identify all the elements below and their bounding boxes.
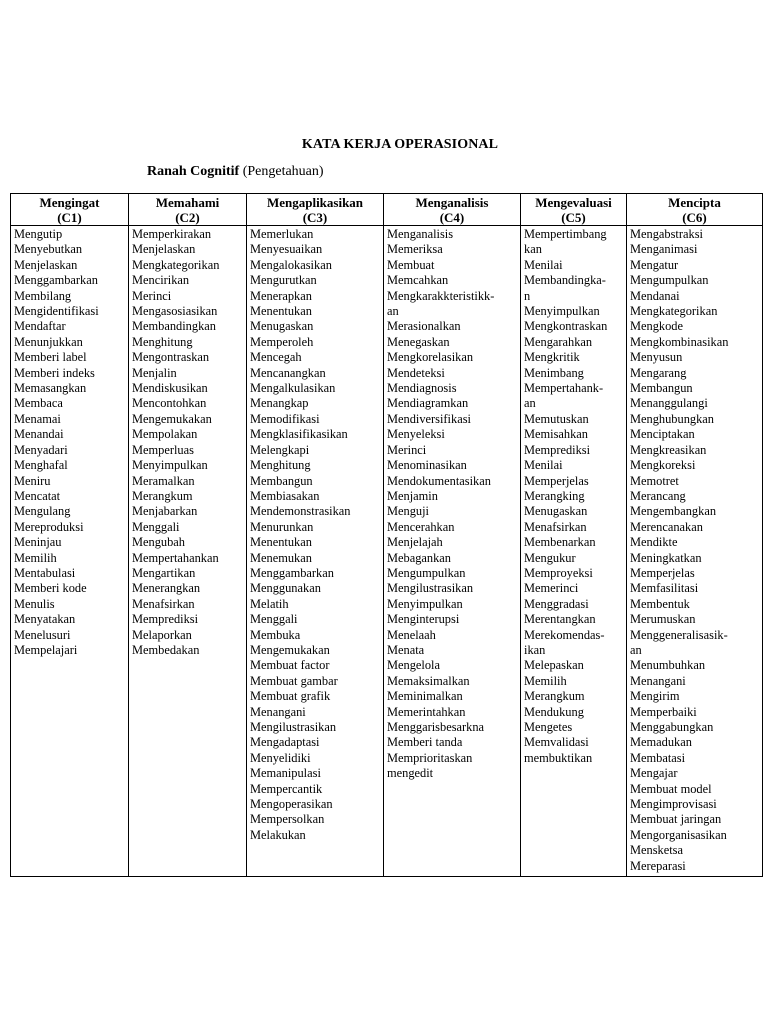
verb-item: Mengumpulkan: [630, 273, 709, 288]
verb-item: Mengkoreksi: [630, 458, 696, 473]
verb-item: Membentuk: [630, 596, 690, 611]
verb-item: Membuat factor: [250, 658, 330, 673]
verb-item: Memilih: [14, 550, 57, 565]
verb-item: Mengilustrasikan: [250, 720, 337, 734]
verb-item: Membenarkan: [524, 535, 596, 550]
verb-item: Meramalkan: [132, 473, 195, 488]
verb-item: Memodifikasi: [250, 411, 320, 426]
verb-item: Merumuskan: [630, 612, 696, 627]
verb-item: Mengemukakan: [250, 642, 330, 657]
column-c4: [384, 226, 521, 877]
verb-item: Memcahkan: [387, 273, 449, 288]
verb-item: Mengkorelasikan: [387, 350, 474, 365]
verb-item: Memperluas: [132, 442, 194, 457]
verb-item: Merangkum: [132, 488, 193, 503]
verb-item: Mengkarakkteristikk-: [387, 288, 495, 303]
verb-item: Meniru: [14, 473, 51, 488]
header-c3: Mengaplikasikan (C3): [247, 194, 384, 226]
verb-item: Melakukan: [250, 827, 306, 842]
verb-item: Menugaskan: [524, 504, 588, 519]
verb-item: Memasangkan: [14, 381, 87, 396]
verb-item: Merangkum: [524, 689, 585, 704]
verb-item: Menangani: [630, 673, 686, 688]
verb-item: Menyusun: [630, 350, 683, 365]
verb-item: Mendiversifikasi: [387, 411, 471, 426]
verb-item: Menyesuaikan: [250, 242, 323, 257]
verb-item: Menggabungkan: [630, 720, 714, 734]
verb-item: Mengadaptasi: [250, 735, 320, 750]
subtitle-rest: (Pengetahuan): [239, 164, 324, 179]
verb-item: Mengatur: [630, 257, 679, 272]
verb-item: Menerapkan: [250, 288, 312, 303]
verb-item: Memotret: [630, 473, 679, 488]
verb-item: Mereparasi: [630, 858, 686, 873]
verb-item: Mengontraskan: [132, 350, 210, 365]
verb-item: Memproyeksi: [524, 565, 593, 580]
verb-item: Memperjelas: [524, 473, 589, 488]
verb-item: Menangkap: [250, 396, 309, 411]
verb-item: Mebagankan: [387, 550, 451, 565]
verb-item: Mengartikan: [132, 565, 196, 580]
verb-item: Mendikte: [630, 535, 678, 550]
verb-item: Mereproduksi: [14, 519, 84, 534]
verb-item: Mengimprovisasi: [630, 797, 717, 812]
verb-item: Mempersolkan: [250, 812, 325, 827]
verb-item: Menentukan: [250, 304, 312, 319]
verb-item: Membatasi: [630, 750, 686, 765]
verb-item: Memberi label: [14, 350, 87, 365]
verb-item: Menelaah: [387, 627, 436, 642]
verb-item: Menghitung: [132, 334, 193, 349]
verb-item: Mendukung: [524, 704, 584, 719]
verb-item: Memperkirakan: [132, 227, 212, 241]
verb-item: Menurunkan: [250, 519, 314, 534]
header-c5: Mengevaluasi (C5): [521, 194, 627, 226]
verb-item: Memberi tanda: [387, 735, 463, 750]
verb-item: Membandingka-: [524, 273, 606, 288]
verb-item: Mengubah: [132, 535, 185, 550]
verb-item: Mengklasifikasikan: [250, 427, 348, 442]
verb-item: Memisahkan: [524, 427, 589, 442]
verb-table: [10, 193, 763, 877]
verb-item: Mencanangkan: [250, 365, 326, 380]
verb-item: Mencirikan: [132, 273, 190, 288]
verb-item: Menggradasi: [524, 596, 589, 611]
verb-item: Memutuskan: [524, 411, 589, 426]
verb-item: Menggali: [132, 519, 180, 534]
verb-item: Menganimasi: [630, 242, 698, 257]
column-c3: [247, 226, 384, 877]
verb-item: Memfasilitasi: [630, 581, 699, 596]
verb-item: Menjelaskan: [132, 242, 196, 257]
verb-item: Menandai: [14, 427, 64, 442]
verb-item: Mengasosiasikan: [132, 304, 218, 319]
verb-item: Membedakan: [132, 642, 200, 657]
verb-item: Menilai: [524, 257, 563, 272]
verb-item: Merinci: [132, 288, 172, 303]
verb-item: Menggarisbesarkna: [387, 720, 485, 734]
verb-item: Memperoleh: [250, 334, 314, 349]
verb-item: Melengkapi: [250, 442, 310, 457]
verb-item: an: [387, 304, 399, 319]
verb-item: Menginterupsi: [387, 612, 460, 627]
verb-item: Melepaskan: [524, 658, 584, 673]
verb-item: Mengkombinasikan: [630, 334, 729, 349]
verb-item: Menyimpulkan: [132, 458, 208, 473]
verb-item: kan: [524, 242, 542, 257]
verb-item: Mengajar: [630, 766, 678, 781]
header-c1: Mengingat (C1): [11, 194, 129, 226]
verb-item: Merekomendas-: [524, 627, 605, 642]
verb-item: Membuat gambar: [250, 673, 338, 688]
verb-item: Mengilustrasikan: [387, 581, 474, 596]
verb-item: Membandingkan: [132, 319, 216, 334]
verb-item: Menyatakan: [14, 612, 76, 627]
verb-item: Mendiskusikan: [132, 381, 208, 396]
verb-item: Mengukur: [524, 550, 576, 565]
verb-item: Mencegah: [250, 350, 302, 365]
verb-item: Menunjukkan: [14, 334, 83, 349]
verb-item: Menggambarkan: [250, 565, 334, 580]
verb-item: Memilih: [524, 673, 567, 688]
verb-item: Mencerahkan: [387, 519, 455, 534]
verb-item: Menjamin: [387, 488, 438, 503]
verb-item: Menggambarkan: [14, 273, 98, 288]
verb-item: Membangun: [630, 381, 693, 396]
verb-item: Memprediksi: [524, 442, 591, 457]
verb-item: Menugaskan: [250, 319, 314, 334]
verb-item: Meningkatkan: [630, 550, 702, 565]
verb-item: Membaca: [14, 396, 63, 411]
verb-item: Membiasakan: [250, 488, 320, 503]
verb-item: Memprediksi: [132, 612, 199, 627]
header-c6: Mencipta (C6): [627, 194, 763, 226]
verb-item: Meninjau: [14, 535, 62, 550]
verb-item: Memadukan: [630, 735, 692, 750]
verb-item: Menata: [387, 642, 425, 657]
verb-item: Mengkreasikan: [630, 442, 707, 457]
verb-item: Memberi kode: [14, 581, 87, 596]
verb-item: Menumbuhkan: [630, 658, 706, 673]
verb-item: Menafsirkan: [132, 596, 195, 611]
verb-item: Mencontohkan: [132, 396, 207, 411]
verb-item: Menghitung: [250, 458, 311, 473]
column-c6: [627, 226, 763, 877]
verb-item: Membuat jaringan: [630, 812, 722, 827]
verb-item: Meminimalkan: [387, 689, 463, 704]
table-body-row: [11, 226, 763, 877]
verb-item: Mengidentifikasi: [14, 304, 99, 319]
verb-item: Mendokumentasikan: [387, 473, 491, 488]
verb-item: Membuat grafik: [250, 689, 331, 704]
verb-item: Mempertimbang: [524, 227, 607, 241]
verb-item: Menjelaskan: [14, 257, 78, 272]
verb-item: Menerangkan: [132, 581, 201, 596]
verb-item: Menyebutkan: [14, 242, 83, 257]
verb-item: Melaporkan: [132, 627, 192, 642]
verb-item: Mengutip: [14, 227, 63, 241]
verb-item: Merinci: [387, 442, 427, 457]
verb-item: Memperjelas: [630, 565, 695, 580]
verb-item: Menimbang: [524, 365, 584, 380]
verb-item: Menjabarkan: [132, 504, 198, 519]
verb-item: mengedit: [387, 766, 434, 781]
verb-item: Menjelajah: [387, 535, 443, 550]
verb-item: Membangun: [250, 473, 313, 488]
verb-item: Merencanakan: [630, 519, 703, 534]
verb-item: Menulis: [14, 596, 55, 611]
verb-item: Memerlukan: [250, 227, 314, 241]
verb-item: Memaksimalkan: [387, 673, 470, 688]
verb-item: Memeriksa: [387, 242, 443, 257]
verb-item: Menganalisis: [387, 227, 454, 241]
verb-item: Mendeteksi: [387, 365, 445, 380]
verb-item: Memanipulasi: [250, 766, 321, 781]
verb-item: Mengirim: [630, 689, 680, 704]
verb-item: Memprioritaskan: [387, 750, 473, 765]
verb-item: Menangani: [250, 704, 306, 719]
verb-item: Mempolakan: [132, 427, 198, 442]
verb-item: Menggunakan: [250, 581, 321, 596]
verb-item: Mengkritik: [524, 350, 580, 365]
verb-item: Melatih: [250, 596, 289, 611]
verb-item: Mengurutkan: [250, 273, 317, 288]
verb-item: Menilai: [524, 458, 563, 473]
verb-item: Mengarahkan: [524, 334, 593, 349]
verb-item: Mengkode: [630, 319, 683, 334]
verb-item: Mengkontraskan: [524, 319, 608, 334]
header-c2: Memahami (C2): [129, 194, 247, 226]
table-header-row: [11, 194, 763, 226]
verb-item: Mempertahank-: [524, 381, 604, 396]
verb-item: Merasionalkan: [387, 319, 461, 334]
verb-item: Merangking: [524, 488, 585, 503]
verb-item: Mengkategorikan: [132, 257, 220, 272]
verb-item: Menyeleksi: [387, 427, 445, 442]
verb-item: Mentabulasi: [14, 565, 76, 580]
verb-item: Membuat: [387, 257, 435, 272]
verb-item: Menamai: [14, 411, 61, 426]
verb-item: Mensketsa: [630, 843, 683, 858]
verb-item: an: [630, 642, 642, 657]
verb-item: Menyimpulkan: [387, 596, 463, 611]
verb-item: Merancang: [630, 488, 686, 503]
subtitle-bold: Ranah Cognitif: [147, 164, 240, 179]
verb-item: Mengarang: [630, 365, 687, 380]
verb-item: Menentukan: [250, 535, 312, 550]
verb-item: Mendiagramkan: [387, 396, 469, 411]
verb-item: Menyadari: [14, 442, 68, 457]
verb-item: Mengalokasikan: [250, 257, 332, 272]
verb-item: Menegaskan: [387, 334, 450, 349]
verb-item: Mempertahankan: [132, 550, 219, 565]
verb-item: Mengkategorikan: [630, 304, 718, 319]
verb-item: Memperbaiki: [630, 704, 697, 719]
verb-item: Memerinci: [524, 581, 579, 596]
verb-item: Mendemonstrasikan: [250, 504, 351, 519]
verb-item: Mendanai: [630, 288, 680, 303]
subtitle: [147, 164, 324, 180]
verb-item: Menanggulangi: [630, 396, 708, 411]
verb-item: Mendiagnosis: [387, 381, 457, 396]
verb-item: Menggali: [250, 612, 298, 627]
verb-item: ikan: [524, 642, 546, 657]
verb-item: n: [524, 288, 531, 303]
verb-item: Menghafal: [14, 458, 68, 473]
verb-item: Menyimpulkan: [524, 304, 600, 319]
verb-item: Mengorganisasikan: [630, 827, 727, 842]
verb-item: Menghubungkan: [630, 411, 714, 426]
verb-item: Mengulang: [14, 504, 71, 519]
verb-item: Menyelidiki: [250, 750, 311, 765]
page-title: KATA KERJA OPERASIONAL: [301, 137, 499, 152]
verb-item: Merentangkan: [524, 612, 596, 627]
verb-item: Mengalkulasikan: [250, 381, 336, 396]
verb-item: membuktikan: [524, 750, 593, 765]
verb-item: Mengetes: [524, 720, 573, 734]
header-c4: Menganalisis (C4): [384, 194, 521, 226]
verb-item: Menjalin: [132, 365, 177, 380]
verb-item: Menguji: [387, 504, 429, 519]
verb-item: Memberi indeks: [14, 365, 95, 380]
verb-item: Memerintahkan: [387, 704, 466, 719]
verb-item: Mengemukakan: [132, 411, 212, 426]
verb-item: Membuat model: [630, 781, 712, 796]
column-c2: [129, 226, 247, 877]
verb-item: Mengelola: [387, 658, 440, 673]
verb-item: Mendaftar: [14, 319, 66, 334]
verb-item: Membilang: [14, 288, 72, 303]
verb-item: Mempercantik: [250, 781, 323, 796]
verb-item: Menemukan: [250, 550, 312, 565]
verb-item: Menggeneralisasik-: [630, 627, 728, 642]
verb-item: Menafsirkan: [524, 519, 587, 534]
verb-item: Mengumpulkan: [387, 565, 466, 580]
verb-item: Mencatat: [14, 488, 61, 503]
verb-item: Mengembangkan: [630, 504, 717, 519]
verb-item: Mengoperasikan: [250, 797, 333, 812]
verb-item: Menelusuri: [14, 627, 71, 642]
verb-item: Mengabstraksi: [630, 227, 703, 241]
verb-item: Menciptakan: [630, 427, 695, 442]
verb-item: Menominasikan: [387, 458, 467, 473]
verb-item: Membuka: [250, 627, 301, 642]
verb-item: Memvalidasi: [524, 735, 589, 750]
column-c5: [521, 226, 627, 877]
column-c1: [11, 226, 129, 877]
verb-item: Mempelajari: [14, 642, 78, 657]
verb-item: an: [524, 396, 536, 411]
